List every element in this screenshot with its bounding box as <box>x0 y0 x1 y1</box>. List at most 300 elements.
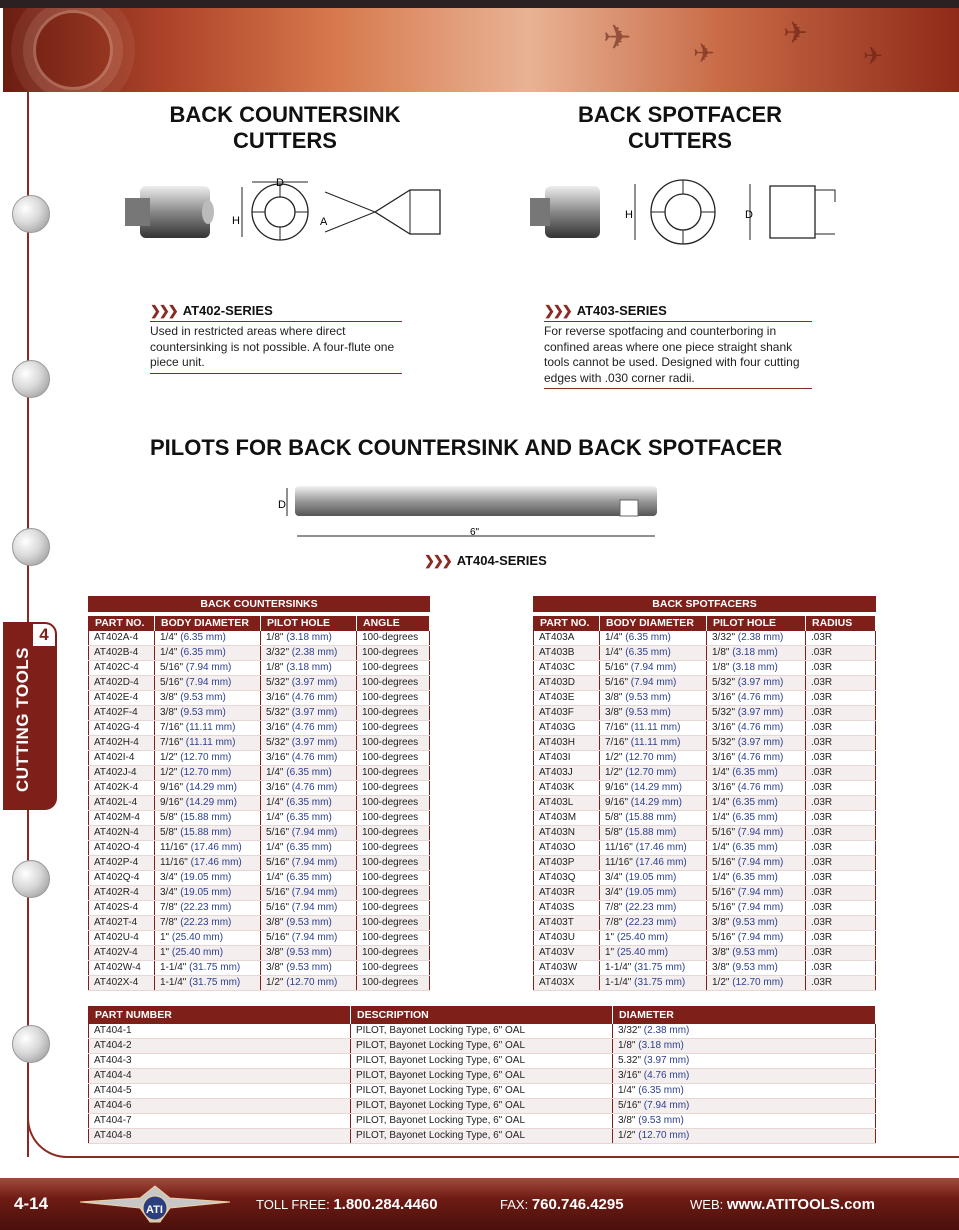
table-cell: PILOT, Bayonet Locking Type, 6" OAL <box>351 1113 613 1128</box>
table-row <box>89 825 430 840</box>
table-cell: AT402T-4 <box>89 915 155 930</box>
table-cell: 3/4" (19.05 mm) <box>600 885 707 900</box>
table-cell: AT403M <box>534 810 600 825</box>
table-row <box>534 930 876 945</box>
table-cell: AT402P-4 <box>89 855 155 870</box>
table-cell: 100-degrees <box>357 855 430 870</box>
table-cell: AT402L-4 <box>89 795 155 810</box>
table-row <box>89 660 430 675</box>
table-cell: 11/16" (17.46 mm) <box>155 840 261 855</box>
table-cell: 1/4" (6.35 mm) <box>155 645 261 660</box>
table-cell: AT402O-4 <box>89 840 155 855</box>
table-cell: 5/16" (7.94 mm) <box>707 900 806 915</box>
column-header: PART NUMBER <box>89 1007 351 1024</box>
table-cell: AT403P <box>534 855 600 870</box>
dim-h-label: H <box>232 215 240 227</box>
table-row <box>534 735 876 750</box>
table-cell: .03R <box>806 795 876 810</box>
table-cell: .03R <box>806 735 876 750</box>
table-row <box>534 705 876 720</box>
table-cell: 3/8" (9.53 mm) <box>261 960 357 975</box>
table-cell: 1/4" (6.35 mm) <box>707 840 806 855</box>
table-cell: 1/8" (3.18 mm) <box>707 660 806 675</box>
table-cell: .03R <box>806 720 876 735</box>
table-row <box>89 645 430 660</box>
table-row <box>534 631 876 646</box>
table-row <box>89 631 430 646</box>
table-row <box>89 945 430 960</box>
toll-free: TOLL FREE: 1.800.284.4460 <box>256 1196 438 1213</box>
table-row <box>89 690 430 705</box>
table-row <box>534 690 876 705</box>
table-cell: 7/8" (22.23 mm) <box>600 900 707 915</box>
table-row <box>534 825 876 840</box>
table-cell: 3/8" (9.53 mm) <box>261 945 357 960</box>
dim-length-label: 6" <box>470 527 480 538</box>
table-row <box>534 780 876 795</box>
table-row <box>534 765 876 780</box>
table-cell: 3/16" (4.76 mm) <box>261 780 357 795</box>
table-row <box>89 1083 876 1098</box>
table-cell: 5/16" (7.94 mm) <box>261 930 357 945</box>
table-row <box>89 705 430 720</box>
table-row <box>89 1068 876 1083</box>
table-cell: 3/16" (4.76 mm) <box>707 720 806 735</box>
table-cell: 3/8" (9.53 mm) <box>707 960 806 975</box>
table-cell: 3/16" (4.76 mm) <box>707 690 806 705</box>
table-cell: 1/4" (6.35 mm) <box>707 795 806 810</box>
table-row <box>534 810 876 825</box>
table-row <box>89 1098 876 1113</box>
table-cell: AT403B <box>534 645 600 660</box>
table-cell: 1/8" (3.18 mm) <box>707 645 806 660</box>
table-cell: AT404-1 <box>89 1024 351 1039</box>
table-cell: AT402U-4 <box>89 930 155 945</box>
table-cell: PILOT, Bayonet Locking Type, 6" OAL <box>351 1128 613 1143</box>
series-at402-description: Used in restricted areas where direct countersinking is not possible. A four-flute one piece unit. <box>150 321 402 374</box>
table-cell: 5/16" (7.94 mm) <box>261 825 357 840</box>
table-cell: AT403W <box>534 960 600 975</box>
table-cell: AT403J <box>534 765 600 780</box>
ati-logo <box>80 1184 230 1224</box>
table-cell: 100-degrees <box>357 660 430 675</box>
table-cell: AT403U <box>534 930 600 945</box>
table-cell: 100-degrees <box>357 631 430 646</box>
table-cell: 5/16" (7.94 mm) <box>707 855 806 870</box>
table-cell: AT403X <box>534 975 600 990</box>
table-row <box>534 660 876 675</box>
column-header: DESCRIPTION <box>351 1007 613 1024</box>
website-link[interactable]: WEB: www.ATITOOLS.com <box>690 1196 875 1213</box>
table-cell: AT402H-4 <box>89 735 155 750</box>
column-header: ANGLE <box>357 614 430 631</box>
table-caption: BACK SPOTFACERS <box>534 597 876 614</box>
table-row <box>534 840 876 855</box>
table-cell: AT402M-4 <box>89 810 155 825</box>
table-cell: 1-1/4" (31.75 mm) <box>155 960 261 975</box>
table-cell: 3/8" (9.53 mm) <box>707 945 806 960</box>
table-cell: 5/32" (3.97 mm) <box>707 705 806 720</box>
table-cell: .03R <box>806 975 876 990</box>
table-row <box>89 855 430 870</box>
table-cell: 1/2" (12.70 mm) <box>600 750 707 765</box>
table-row <box>89 750 430 765</box>
table-cell: AT404-5 <box>89 1083 351 1098</box>
table-cell: 5/8" (15.88 mm) <box>155 810 261 825</box>
table-cell: AT403C <box>534 660 600 675</box>
table-cell: 3/16" (4.76 mm) <box>707 750 806 765</box>
table-cell: 5/32" (3.97 mm) <box>707 675 806 690</box>
table-cell: AT403D <box>534 675 600 690</box>
table-cell: 100-degrees <box>357 945 430 960</box>
table-row <box>89 900 430 915</box>
table-row <box>534 960 876 975</box>
table-cell: 1/4" (6.35 mm) <box>707 765 806 780</box>
table-row <box>534 795 876 810</box>
table-cell: .03R <box>806 840 876 855</box>
table-cell: 100-degrees <box>357 765 430 780</box>
table-cell: 5/16" (7.94 mm) <box>261 900 357 915</box>
series-at402: ❯❯❯ AT402-SERIES <box>150 303 273 318</box>
column-header: BODY DIAMETER <box>155 614 261 631</box>
table-cell: 1" (25.40 mm) <box>155 930 261 945</box>
table-cell: 9/16" (14.29 mm) <box>155 780 261 795</box>
table-cell: 11/16" (17.46 mm) <box>155 855 261 870</box>
table-cell: PILOT, Bayonet Locking Type, 6" OAL <box>351 1024 613 1039</box>
countersinks-table <box>88 596 430 991</box>
table-cell: .03R <box>806 750 876 765</box>
table-cell: 100-degrees <box>357 705 430 720</box>
table-row <box>89 1038 876 1053</box>
header-banner <box>3 8 959 92</box>
table-row <box>89 720 430 735</box>
table-cell: 1" (25.40 mm) <box>600 930 707 945</box>
series-at404: ❯❯❯ AT404-SERIES <box>424 553 547 568</box>
table-cell: 3/8" (9.53 mm) <box>600 705 707 720</box>
table-cell: 5/32" (3.97 mm) <box>261 735 357 750</box>
table-cell: .03R <box>806 780 876 795</box>
table-cell: 5/16" (7.94 mm) <box>707 930 806 945</box>
dim-d-label-3: D <box>278 499 286 511</box>
table-cell: .03R <box>806 885 876 900</box>
table-cell: AT404-2 <box>89 1038 351 1053</box>
table-cell: AT403G <box>534 720 600 735</box>
table-cell: AT402K-4 <box>89 780 155 795</box>
table-cell: PILOT, Bayonet Locking Type, 6" OAL <box>351 1038 613 1053</box>
table-cell: 1/4" (6.35 mm) <box>261 810 357 825</box>
table-cell: PILOT, Bayonet Locking Type, 6" OAL <box>351 1053 613 1068</box>
table-cell: 9/16" (14.29 mm) <box>600 780 707 795</box>
column-header: PILOT HOLE <box>261 614 357 631</box>
table-cell: 100-degrees <box>357 735 430 750</box>
table-cell: 100-degrees <box>357 840 430 855</box>
table-cell: 1/4" (6.35 mm) <box>155 631 261 646</box>
table-cell: 1/4" (6.35 mm) <box>261 840 357 855</box>
table-cell: .03R <box>806 810 876 825</box>
dim-h-label-2: H <box>625 209 633 221</box>
table-cell: .03R <box>806 960 876 975</box>
table-cell: 100-degrees <box>357 690 430 705</box>
table-row <box>89 870 430 885</box>
table-cell: AT403T <box>534 915 600 930</box>
table-cell: 100-degrees <box>357 885 430 900</box>
table-cell: 5/8" (15.88 mm) <box>155 825 261 840</box>
table-cell: AT404-7 <box>89 1113 351 1128</box>
table-cell: 3/8" (9.53 mm) <box>600 690 707 705</box>
table-cell: 5/16" (7.94 mm) <box>613 1098 876 1113</box>
table-cell: 5/16" (7.94 mm) <box>155 675 261 690</box>
table-cell: AT403N <box>534 825 600 840</box>
spotfacer-diagram <box>525 172 845 252</box>
table-row <box>89 1128 876 1143</box>
countersink-diagram <box>120 172 450 252</box>
table-cell: 3/16" (4.76 mm) <box>261 750 357 765</box>
table-row <box>534 720 876 735</box>
table-cell: 1-1/4" (31.75 mm) <box>600 975 707 990</box>
table-cell: 3/4" (19.05 mm) <box>155 885 261 900</box>
table-cell: 5/32" (3.97 mm) <box>261 675 357 690</box>
column-header: RADIUS <box>806 614 876 631</box>
column-header: BODY DIAMETER <box>600 614 707 631</box>
table-cell: .03R <box>806 660 876 675</box>
table-row <box>534 975 876 990</box>
table-cell: 1/8" (3.18 mm) <box>261 631 357 646</box>
table-caption: BACK COUNTERSINKS <box>89 597 430 614</box>
radar-graphic <box>33 10 113 90</box>
table-cell: 5/16" (7.94 mm) <box>261 885 357 900</box>
top-bar <box>0 0 959 8</box>
table-cell: 3/16" (4.76 mm) <box>613 1068 876 1083</box>
table-cell: AT402F-4 <box>89 705 155 720</box>
table-cell: PILOT, Bayonet Locking Type, 6" OAL <box>351 1083 613 1098</box>
table-cell: 100-degrees <box>357 870 430 885</box>
table-row <box>89 1024 876 1039</box>
dim-a-label: A <box>320 216 328 228</box>
table-cell: AT403V <box>534 945 600 960</box>
table-cell: 1/4" (6.35 mm) <box>707 870 806 885</box>
table-cell: AT403F <box>534 705 600 720</box>
table-row <box>89 735 430 750</box>
table-cell: 1" (25.40 mm) <box>155 945 261 960</box>
table-cell: 1/2" (12.70 mm) <box>613 1128 876 1143</box>
table-cell: 1/2" (12.70 mm) <box>155 750 261 765</box>
pilots-title: PILOTS FOR BACK COUNTERSINK AND BACK SPOTFACER <box>150 435 783 460</box>
section-title-spotfacer: BACK SPOTFACER CUTTERS <box>577 102 783 153</box>
table-row <box>534 855 876 870</box>
table-cell: .03R <box>806 870 876 885</box>
table-row <box>89 885 430 900</box>
table-cell: 1-1/4" (31.75 mm) <box>600 960 707 975</box>
table-cell: 3/16" (4.76 mm) <box>261 690 357 705</box>
globe-icon <box>12 1025 50 1063</box>
table-cell: AT402A-4 <box>89 631 155 646</box>
table-cell: .03R <box>806 900 876 915</box>
table-cell: .03R <box>806 675 876 690</box>
table-cell: .03R <box>806 855 876 870</box>
table-cell: AT404-8 <box>89 1128 351 1143</box>
table-cell: 5/32" (3.97 mm) <box>261 705 357 720</box>
jet-icon: ✈ <box>863 43 884 70</box>
table-cell: 3/32" (2.38 mm) <box>613 1024 876 1039</box>
table-row <box>534 945 876 960</box>
table-cell: 100-degrees <box>357 675 430 690</box>
table-cell: PILOT, Bayonet Locking Type, 6" OAL <box>351 1098 613 1113</box>
table-cell: .03R <box>806 705 876 720</box>
table-cell: 3/4" (19.05 mm) <box>155 870 261 885</box>
table-cell: 1/8" (3.18 mm) <box>261 660 357 675</box>
column-header: PART NO. <box>89 614 155 631</box>
series-at403: ❯❯❯ AT403-SERIES <box>544 303 667 318</box>
table-cell: 5/16" (7.94 mm) <box>600 675 707 690</box>
table-cell: 5/8" (15.88 mm) <box>600 810 707 825</box>
table-cell: 9/16" (14.29 mm) <box>600 795 707 810</box>
table-cell: AT402W-4 <box>89 960 155 975</box>
table-cell: AT404-4 <box>89 1068 351 1083</box>
table-row <box>89 810 430 825</box>
table-cell: AT403R <box>534 885 600 900</box>
table-cell: AT403E <box>534 690 600 705</box>
section-title-countersink: BACK COUNTERSINK CUTTERS <box>169 102 401 153</box>
table-row <box>89 1113 876 1128</box>
table-cell: AT402C-4 <box>89 660 155 675</box>
table-cell: 1/4" (6.35 mm) <box>600 645 707 660</box>
table-cell: 3/8" (9.53 mm) <box>613 1113 876 1128</box>
table-cell: 7/16" (11.11 mm) <box>155 735 261 750</box>
table-cell: AT402S-4 <box>89 900 155 915</box>
table-cell: AT403Q <box>534 870 600 885</box>
table-cell: 5/16" (7.94 mm) <box>600 660 707 675</box>
table-cell: 5/32" (3.97 mm) <box>707 735 806 750</box>
table-row <box>534 885 876 900</box>
svg-text:ATI: ATI <box>146 1204 163 1216</box>
table-cell: 5/8" (15.88 mm) <box>600 825 707 840</box>
table-cell: 100-degrees <box>357 825 430 840</box>
page-number: 4-14 <box>14 1194 49 1213</box>
table-cell: 3/32" (2.38 mm) <box>261 645 357 660</box>
table-cell: 3/16" (4.76 mm) <box>707 780 806 795</box>
footer <box>0 1178 959 1230</box>
table-cell: .03R <box>806 930 876 945</box>
table-row <box>534 750 876 765</box>
table-cell: 100-degrees <box>357 960 430 975</box>
table-row <box>89 915 430 930</box>
table-row <box>89 795 430 810</box>
table-cell: AT403O <box>534 840 600 855</box>
table-cell: 5/16" (7.94 mm) <box>155 660 261 675</box>
table-cell: 100-degrees <box>357 900 430 915</box>
table-cell: AT404-6 <box>89 1098 351 1113</box>
chapter-tab[interactable] <box>3 622 57 810</box>
table-cell: 3/32" (2.38 mm) <box>707 631 806 646</box>
column-header: PILOT HOLE <box>707 614 806 631</box>
table-row <box>89 975 430 990</box>
table-cell: 100-degrees <box>357 915 430 930</box>
series-at403-description: For reverse spotfacing and counterboring in confined areas where one piece straight shank tools cannot be used. Designed with four cutting edges with .030 corner radii. <box>544 321 812 389</box>
table-cell: .03R <box>806 825 876 840</box>
table-cell: AT402J-4 <box>89 765 155 780</box>
table-cell: AT402X-4 <box>89 975 155 990</box>
table-cell: 3/8" (9.53 mm) <box>261 915 357 930</box>
table-cell: 1/4" (6.35 mm) <box>600 631 707 646</box>
table-cell: AT403S <box>534 900 600 915</box>
table-cell: 3/4" (19.05 mm) <box>600 870 707 885</box>
jet-icon: ✈ <box>783 17 809 50</box>
table-cell: 3/16" (4.76 mm) <box>261 720 357 735</box>
table-cell: AT403K <box>534 780 600 795</box>
table-cell: AT404-3 <box>89 1053 351 1068</box>
table-cell: 100-degrees <box>357 750 430 765</box>
table-cell: 7/16" (11.11 mm) <box>600 720 707 735</box>
globe-icon <box>12 528 50 566</box>
jet-icon: ✈ <box>693 38 715 68</box>
table-cell: 7/8" (22.23 mm) <box>155 915 261 930</box>
table-row <box>89 765 430 780</box>
dim-d-label-2: D <box>745 209 753 221</box>
table-cell: AT403I <box>534 750 600 765</box>
table-cell: AT402Q-4 <box>89 870 155 885</box>
globe-icon <box>12 860 50 898</box>
table-cell: 1/2" (12.70 mm) <box>261 975 357 990</box>
table-cell: AT402D-4 <box>89 675 155 690</box>
table-row <box>534 900 876 915</box>
table-cell: AT402B-4 <box>89 645 155 660</box>
table-cell: 5/16" (7.94 mm) <box>707 825 806 840</box>
dim-d-label: D <box>276 177 284 189</box>
table-cell: 3/8" (9.53 mm) <box>155 705 261 720</box>
pilot-diagram <box>275 482 665 548</box>
table-cell: .03R <box>806 690 876 705</box>
chapter-label: CUTTING TOOLS <box>13 646 32 792</box>
table-cell: 100-degrees <box>357 645 430 660</box>
table-cell: 1/4" (6.35 mm) <box>613 1083 876 1098</box>
pilots-table <box>88 1006 876 1144</box>
table-cell: .03R <box>806 915 876 930</box>
table-cell: 1/2" (12.70 mm) <box>707 975 806 990</box>
table-cell: PILOT, Bayonet Locking Type, 6" OAL <box>351 1068 613 1083</box>
table-cell: 5/16" (7.94 mm) <box>707 885 806 900</box>
globe-icon <box>12 195 50 233</box>
table-row <box>89 780 430 795</box>
table-cell: AT402I-4 <box>89 750 155 765</box>
jet-icon: ✈ <box>603 19 632 57</box>
table-cell: 1" (25.40 mm) <box>600 945 707 960</box>
column-header: DIAMETER <box>613 1007 876 1024</box>
table-cell: AT402N-4 <box>89 825 155 840</box>
table-cell: 7/16" (11.11 mm) <box>600 735 707 750</box>
table-cell: AT402V-4 <box>89 945 155 960</box>
table-cell: 1/8" (3.18 mm) <box>613 1038 876 1053</box>
table-cell: AT403L <box>534 795 600 810</box>
table-row <box>89 960 430 975</box>
table-cell: 100-degrees <box>357 780 430 795</box>
table-cell: 1/4" (6.35 mm) <box>707 810 806 825</box>
table-cell: 7/16" (11.11 mm) <box>155 720 261 735</box>
column-header: PART NO. <box>534 614 600 631</box>
table-cell: .03R <box>806 631 876 646</box>
chapter-number: 4 <box>33 624 55 646</box>
table-cell: 11/16" (17.46 mm) <box>600 855 707 870</box>
table-cell: 11/16" (17.46 mm) <box>600 840 707 855</box>
table-row <box>89 1053 876 1068</box>
table-cell: .03R <box>806 765 876 780</box>
table-cell: .03R <box>806 945 876 960</box>
table-cell: 100-degrees <box>357 810 430 825</box>
table-cell: 100-degrees <box>357 795 430 810</box>
table-cell: AT402R-4 <box>89 885 155 900</box>
table-cell: 1/4" (6.35 mm) <box>261 765 357 780</box>
table-row <box>534 870 876 885</box>
table-cell: 5/16" (7.94 mm) <box>261 855 357 870</box>
